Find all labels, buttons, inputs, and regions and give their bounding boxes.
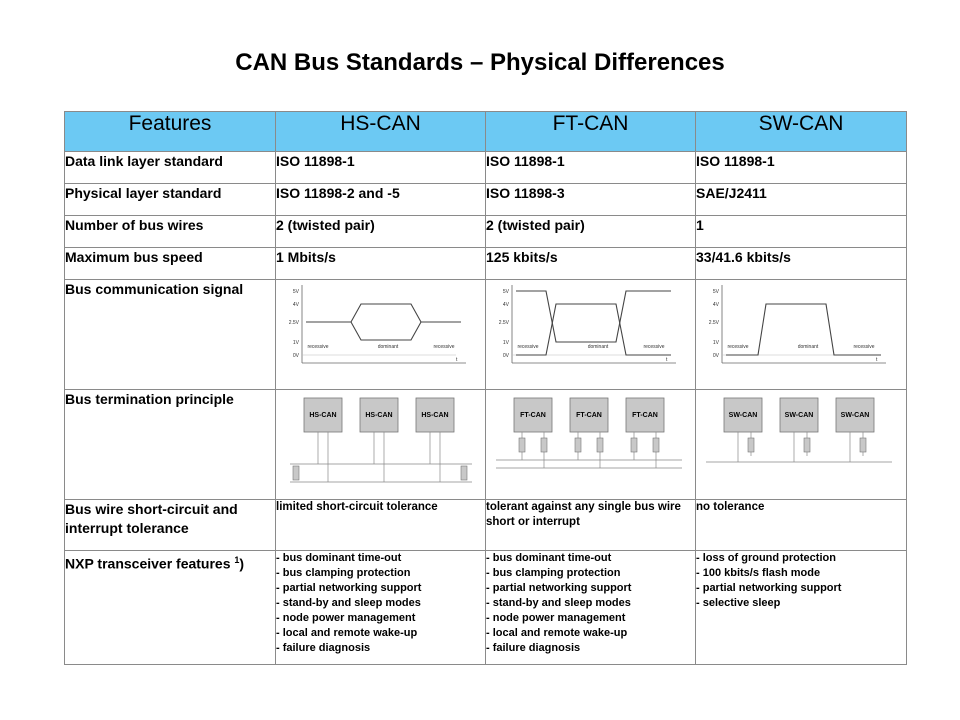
header-ft-can: FT-CAN (486, 112, 696, 152)
x-region-label: dominant (797, 344, 819, 350)
termination-resistor (519, 438, 525, 452)
cell-ft: 125 kbits/s (486, 248, 696, 280)
cell-sw: 1 (696, 216, 907, 248)
cell-sw: SAE/J2411 (696, 184, 907, 216)
feature-list-item: - failure diagnosis (276, 642, 371, 654)
t-axis-label: t (876, 357, 878, 363)
table-row (65, 280, 907, 390)
row-label: Bus termination principle (65, 390, 276, 500)
nxp-label-text: NXP transceiver features (65, 555, 231, 572)
y-tick-label: 1V (502, 340, 509, 346)
t-axis-label: t (456, 357, 458, 363)
table-row (65, 390, 907, 500)
signal-trace (516, 291, 671, 342)
can-node-label: SW-CAN (784, 412, 814, 419)
row-label: Data link layer standard (65, 152, 276, 184)
cell-ft: 2 (twisted pair) (486, 216, 696, 248)
cell-hs (276, 551, 486, 665)
x-region-label: dominant (587, 344, 609, 350)
x-region-label: dominant (377, 344, 399, 350)
table-row (65, 500, 907, 551)
y-tick-label: 1V (292, 340, 299, 346)
signal-trace (306, 322, 461, 340)
x-region-label: recessive (727, 344, 749, 350)
can-node-label: FT-CAN (632, 412, 658, 419)
cell-hs: ISO 11898-1 (276, 152, 486, 184)
can-node-label: SW-CAN (728, 412, 758, 419)
feature-list-item: - node power management (276, 612, 416, 624)
y-tick-label: 1V (712, 340, 719, 346)
table-row (65, 551, 907, 665)
can-standards-table (64, 111, 907, 665)
signal-cell-ft (486, 280, 696, 390)
hs-can-termination-diagram (276, 390, 484, 498)
cell-ft: tolerant against any single bus wire short or interrupt (486, 500, 696, 551)
feature-list-item: - partial networking support (696, 582, 842, 594)
cell-sw (696, 551, 907, 665)
termination-resistor (804, 438, 810, 452)
row-label: Bus communication signal (65, 280, 276, 390)
y-tick-label: 2.5V (498, 320, 509, 326)
feature-list (276, 551, 485, 656)
sw-can-termination-diagram (696, 390, 905, 498)
signal-trace (306, 304, 461, 322)
ft-can-termination-diagram (486, 390, 694, 498)
table-row (65, 184, 907, 216)
feature-list-item: - partial networking support (486, 582, 632, 594)
feature-list-item: - partial networking support (276, 582, 422, 594)
sw-can-signal-diagram (696, 280, 905, 388)
can-node-label: SW-CAN (840, 412, 870, 419)
signal-cell-hs (276, 280, 486, 390)
feature-list-item: - failure diagnosis (486, 642, 581, 654)
termination-resistor (653, 438, 659, 452)
feature-list-item: - selective sleep (696, 597, 781, 609)
y-tick-label: 2.5V (288, 320, 299, 326)
feature-list-item: - loss of ground protection (696, 552, 836, 564)
cell-hs: 2 (twisted pair) (276, 216, 486, 248)
feature-list-item: - bus dominant time-out (486, 552, 612, 564)
feature-list-item: - bus dominant time-out (276, 552, 402, 564)
can-node-label: FT-CAN (520, 412, 546, 419)
row-label: Physical layer standard (65, 184, 276, 216)
t-axis-label: t (666, 357, 668, 363)
feature-list-item: - node power management (486, 612, 626, 624)
termination-resistor (631, 438, 637, 452)
cell-ft: ISO 11898-3 (486, 184, 696, 216)
ft-can-signal-diagram (486, 280, 694, 388)
signal-cell-sw (696, 280, 907, 390)
row-label: Maximum bus speed (65, 248, 276, 280)
feature-list-item: - local and remote wake-up (486, 627, 628, 639)
cell-ft: ISO 11898-1 (486, 152, 696, 184)
header-hs-can: HS-CAN (276, 112, 486, 152)
page-title: CAN Bus Standards – Physical Differences (235, 49, 725, 76)
header-sw-can: SW-CAN (696, 112, 907, 152)
x-region-label: recessive (517, 344, 539, 350)
x-region-label: recessive (643, 344, 665, 350)
feature-list-item: - 100 kbits/s flash mode (696, 567, 821, 579)
y-tick-label: 2.5V (708, 320, 719, 326)
y-tick-label: 4V (502, 302, 509, 308)
table-row (65, 248, 907, 280)
header-row (65, 112, 907, 152)
feature-list-item: - bus clamping protection (276, 567, 411, 579)
y-tick-label: 4V (712, 302, 719, 308)
y-tick-label: 4V (292, 302, 299, 308)
cell-hs: ISO 11898-2 and -5 (276, 184, 486, 216)
footnote-suffix: ) (239, 555, 245, 572)
y-tick-label: 5V (502, 289, 509, 295)
y-tick-label: 0V (502, 353, 509, 359)
termination-resistor (575, 438, 581, 452)
can-node-label: FT-CAN (576, 412, 602, 419)
x-region-label: recessive (307, 344, 329, 350)
header-features: Features (65, 112, 276, 152)
termination-cell-ft (486, 390, 696, 500)
x-region-label: recessive (433, 344, 455, 350)
termination-resistor (461, 466, 467, 480)
cell-sw: ISO 11898-1 (696, 152, 907, 184)
can-node-label: HS-CAN (421, 412, 449, 419)
termination-resistor (748, 438, 754, 452)
footnote-marker: 1 (234, 555, 240, 565)
table-row (65, 216, 907, 248)
x-region-label: recessive (853, 344, 875, 350)
y-tick-label: 0V (292, 353, 299, 359)
row-label: Number of bus wires (65, 216, 276, 248)
hs-can-signal-diagram (276, 280, 484, 388)
feature-list (696, 551, 906, 611)
termination-cell-sw (696, 390, 907, 500)
feature-list-item: - bus clamping protection (486, 567, 621, 579)
can-node-label: HS-CAN (365, 412, 393, 419)
table-row (65, 152, 907, 184)
feature-list-item: - local and remote wake-up (276, 627, 418, 639)
cell-ft (486, 551, 696, 665)
cell-sw: 33/41.6 kbits/s (696, 248, 907, 280)
termination-resistor (860, 438, 866, 452)
termination-resistor (597, 438, 603, 452)
row-label: Bus wire short-circuit and interrupt tolerance (65, 500, 276, 551)
feature-list-item: - stand-by and sleep modes (276, 597, 421, 609)
y-tick-label: 5V (712, 289, 719, 295)
cell-hs: 1 Mbits/s (276, 248, 486, 280)
feature-list (486, 551, 695, 656)
feature-list-item: - stand-by and sleep modes (486, 597, 631, 609)
termination-resistor (541, 438, 547, 452)
y-tick-label: 5V (292, 289, 299, 295)
cell-sw: no tolerance (696, 500, 907, 551)
cell-hs: limited short-circuit tolerance (276, 500, 486, 551)
can-node-label: HS-CAN (309, 412, 337, 419)
row-label (65, 551, 276, 665)
termination-resistor (293, 466, 299, 480)
termination-cell-hs (276, 390, 486, 500)
y-tick-label: 0V (712, 353, 719, 359)
